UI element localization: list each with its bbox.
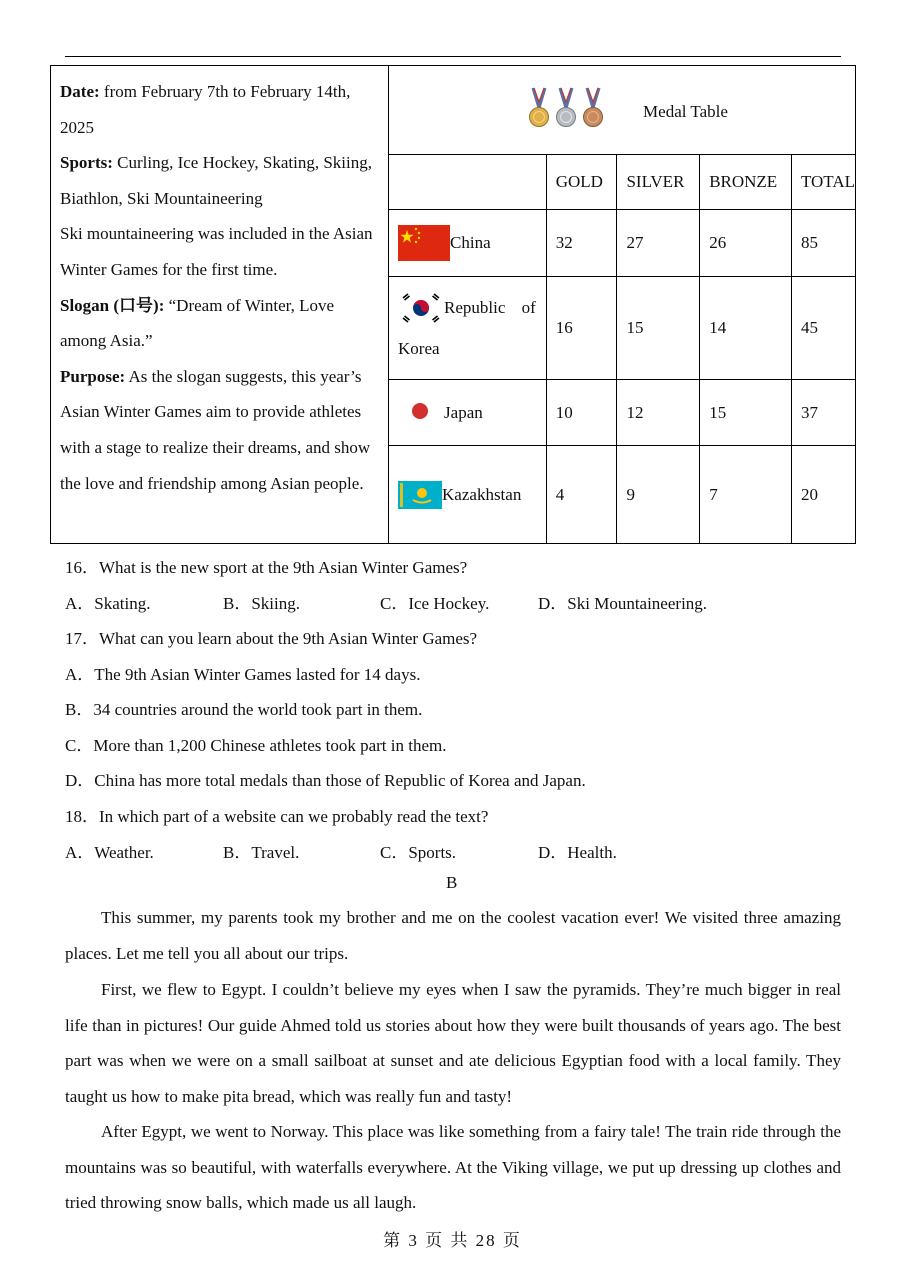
q16-option-a[interactable]: A．Skating. <box>65 594 151 613</box>
question-16: 16．What is the new sport at the 9th Asian Winter Games? <box>65 558 468 577</box>
silver-count: 27 <box>617 210 700 277</box>
q18-option-c[interactable]: C．Sports. <box>380 843 457 862</box>
question-17: 17．What can you learn about the 9th Asian Winter Games? <box>65 629 478 648</box>
medal-table-header <box>389 66 856 155</box>
japan-flag-icon <box>398 398 444 428</box>
passage-paragraph-3 <box>65 1114 841 1221</box>
silver-count: 15 <box>617 277 700 380</box>
info-medal-table <box>50 65 856 544</box>
bronze-count: 15 <box>700 380 792 446</box>
gold-count: 32 <box>546 210 617 277</box>
bronze-count: 7 <box>700 446 792 544</box>
gold-count: 10 <box>546 380 617 446</box>
total-count: 20 <box>791 446 855 544</box>
section-b-label: B <box>446 873 458 892</box>
q17-option-a[interactable]: A．The 9th Asian Winter Games lasted for 14 days. <box>65 665 421 684</box>
country-cell <box>389 210 547 277</box>
q16-option-c[interactable]: C．Ice Hockey. <box>380 594 490 613</box>
bronze-count: 26 <box>700 210 792 277</box>
country-name: Kazakhstan <box>442 484 522 504</box>
passage-paragraph-2 <box>65 972 841 1114</box>
first-time-note: Ski mountaineering was included in the Asian Winter Games for the first time. <box>60 224 373 279</box>
paragraph-text: This summer, my parents took my brother and me on the coolest vacation ever! We visited three amazing places. Let me tell you all about our trips. <box>65 908 841 963</box>
q18-option-a[interactable]: A．Weather. <box>65 843 154 862</box>
kazakhstan-flag-icon <box>398 481 442 509</box>
country-name: Republic of Korea <box>398 298 536 359</box>
q18-option-b[interactable]: B．Travel. <box>223 843 300 862</box>
slogan-label: Slogan (口号): <box>60 295 165 315</box>
q17-option-b[interactable]: B．34 countries around the world took part in them. <box>65 700 423 719</box>
silver-count: 9 <box>617 446 700 544</box>
q16-option-b[interactable]: B．Skiing. <box>223 594 300 613</box>
page-footer: 第 3 页 共 28 页 <box>383 1231 522 1250</box>
silver-header: SILVER <box>617 155 700 210</box>
gold-count: 4 <box>546 446 617 544</box>
country-cell <box>389 446 547 544</box>
medal-table-title: Medal Table <box>643 102 728 121</box>
medals-icon <box>527 86 607 140</box>
date-text: from February 7th to February 14th, 2025 <box>60 82 351 137</box>
country-cell <box>389 277 547 380</box>
sports-text: Curling, Ice Hockey, Skating, Skiing, Biathlon, Ski Mountaineering <box>60 153 372 208</box>
gold-header: GOLD <box>546 155 617 210</box>
games-info-cell <box>51 66 389 544</box>
total-count: 85 <box>791 210 855 277</box>
bronze-header: BRONZE <box>700 155 792 210</box>
q18-option-d[interactable]: D．Health. <box>538 843 617 862</box>
country-cell <box>389 380 547 446</box>
q17-option-d[interactable]: D．China has more total medals than those of Republic of Korea and Japan. <box>65 771 586 790</box>
bronze-count: 14 <box>700 277 792 380</box>
gold-count: 16 <box>546 277 617 380</box>
slogan-text: “Dream of Winter, Love among Asia.” <box>60 295 335 351</box>
q16-option-d[interactable]: D．Ski Mountaineering. <box>538 594 708 613</box>
sports-label: Sports: <box>60 153 113 173</box>
paragraph-text: After Egypt, we went to Norway. This place was like something from a fairy tale! The train ride through the mountains was so beautiful, with waterfalls everywhere. At the Viking village, we put up dressing up clothes and tried throwing snow balls, which made us all laugh. <box>65 1122 841 1213</box>
country-name: Japan <box>444 402 483 422</box>
paragraph-text: First, we flew to Egypt. I couldn’t believe my eyes when I saw the pyramids. They’re much bigger in real life than in pictures! Our guide Ahmed told us stories about how they were built thousands of years ago. The best part was when we were on a small sailboat at sunset and ate delicious Egyptian food with a local family. They taught us how to make pita bread, which was really fun and tasty! <box>65 980 841 1106</box>
date-label: Date: <box>60 82 100 101</box>
silver-count: 12 <box>617 380 700 446</box>
korea-flag-icon <box>398 291 444 325</box>
q17-option-c[interactable]: C．More than 1,200 Chinese athletes took part in them. <box>65 736 447 755</box>
question-18: 18．In which part of a website can we probably read the text? <box>65 807 489 826</box>
header-rule <box>65 56 841 57</box>
passage-paragraph-1 <box>65 900 841 971</box>
china-flag-icon <box>398 225 450 261</box>
total-count: 37 <box>791 380 855 446</box>
purpose-text: As the slogan suggests, this year’s Asian Winter Games aim to provide athletes with a stage to realize their dreams, and show the love and friendship among Asian people. <box>60 366 371 493</box>
total-header: TOTAL <box>791 155 855 210</box>
total-count: 45 <box>791 277 855 380</box>
country-name: China <box>450 233 491 252</box>
purpose-label: Purpose: <box>60 366 126 386</box>
country-header-blank <box>389 155 547 210</box>
